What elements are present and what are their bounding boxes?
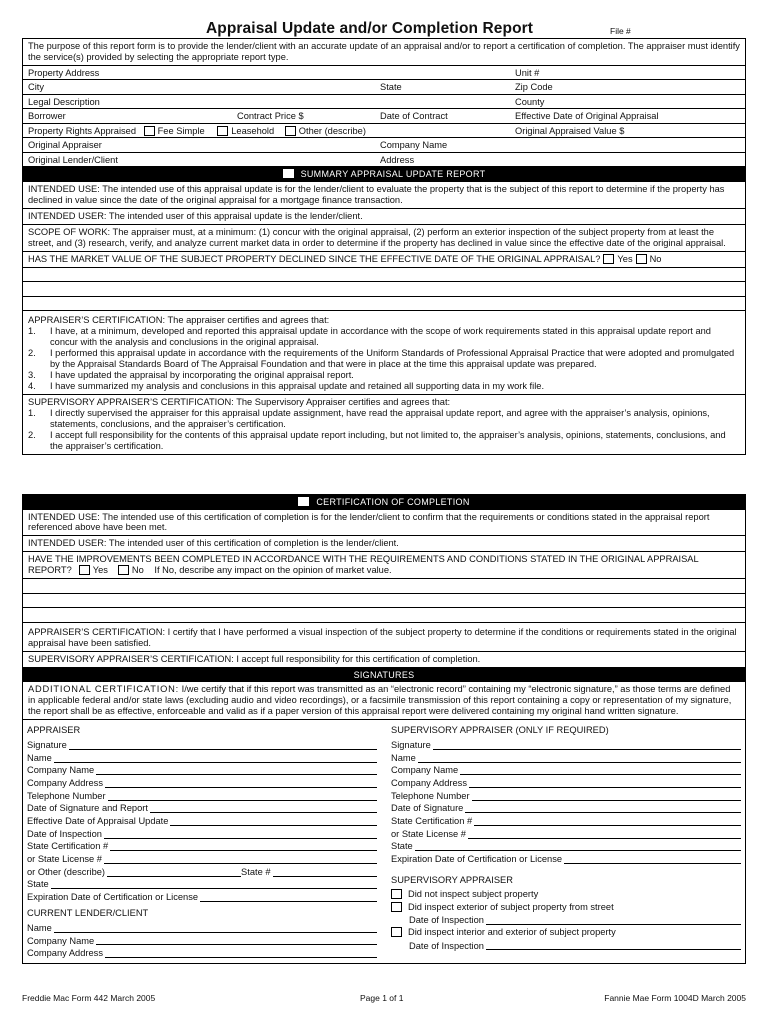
lender-company-name-line[interactable] [27, 934, 377, 947]
field-label: Date of Signature [391, 803, 464, 814]
inspect-exterior-option[interactable] [391, 901, 741, 914]
completion-intended-user: INTENDED USER: The intended user of this certification of completion is the lender/client. [23, 536, 745, 552]
footer-page-number: Page 1 of 1 [360, 993, 404, 1003]
field-label: Date of Inspection [409, 915, 484, 926]
appraiser-company-name-line[interactable] [27, 764, 377, 777]
completed-yes-label: Yes [92, 565, 108, 576]
other-describe-label: Other (describe) [298, 125, 366, 136]
lender-name-line[interactable] [27, 921, 377, 934]
option-label: Did inspect interior and exterior of subject property [408, 926, 616, 937]
appraiser-cert-item [28, 370, 740, 381]
fill-line [96, 944, 377, 945]
appraiser-signature-line[interactable] [27, 738, 377, 751]
completion-question: HAVE THE IMPROVEMENTS BEEN COMPLETED IN ACCORDANCE WITH THE REQUIREMENTS AND CONDITIONS STATED IN THE ORIGINAL APPRAISAL REPORT? [28, 554, 699, 576]
fill-line [474, 825, 741, 826]
lender-company-address-line[interactable] [27, 946, 377, 959]
lender-title: CURRENT LENDER/CLIENT [27, 908, 149, 919]
field-label: Telephone Number [27, 790, 106, 801]
row-borrower [23, 109, 745, 124]
supervisory-state-license-line[interactable] [391, 827, 741, 840]
company-name-field[interactable]: Company Name [380, 140, 448, 151]
supervisory-name-line[interactable] [391, 751, 741, 764]
fill-line [468, 838, 741, 839]
item-text: I accept full responsibility for the contents of this appraisal update report including, but not limited to, the appraiser’s analysis, opinions, statements, conclusions, and the appraiser’s certification. [50, 429, 726, 451]
supervisory-company-name-line[interactable] [391, 764, 741, 777]
row-legal [23, 95, 745, 110]
completion-question-row [23, 552, 745, 579]
completed-if-no-text: If No, describe any impact on the opinion of market value. [154, 565, 392, 576]
appraiser-state-license-line[interactable] [27, 852, 377, 865]
fee-simple-label: Fee Simple [157, 125, 205, 136]
state-no-label: State # [241, 866, 271, 877]
declined-yes-checkbox[interactable] [603, 254, 614, 264]
field-label: Name [391, 752, 416, 763]
row-original-lender [23, 153, 745, 168]
item-text: I have summarized my analysis and conclusions in this appraisal update and retained all supporting data in my work file. [50, 381, 545, 392]
field-label: Date of Signature and Report [27, 803, 148, 814]
supervisory-cert-item [28, 408, 740, 430]
completion-intended-use: INTENDED USE: The intended use of this certification of completion is for the lender/client to confirm that the requirements or conditions stated in the appraisal report referenced above have been met. [23, 510, 745, 537]
fill-line [105, 957, 377, 958]
field-label: Expiration Date of Certification or License [391, 854, 563, 865]
appraiser-cert-title: APPRAISER’S CERTIFICATION: The appraiser certifies and agrees that: [28, 315, 330, 326]
did-not-inspect-checkbox[interactable] [391, 889, 402, 899]
inspect-interior-option[interactable] [391, 926, 741, 939]
appraiser-cert-item [28, 381, 740, 392]
summary-question: HAS THE MARKET VALUE OF THE SUBJECT PROPERTY DECLINED SINCE THE EFFECTIVE DATE OF THE ORIGINAL APPRAISAL? [28, 253, 601, 264]
supervisory-cert-item [28, 430, 740, 452]
summary-scope: SCOPE OF WORK: The appraiser must, at a minimum: (1) concur with the original appraisal, (2) perform an exterior inspection of the subject property from at least the street, and (3) research, verify, and analyze current market data in order to determine if the property has declined in value since the effective date of the original appraisal. [23, 225, 745, 252]
item-number: 2. [28, 429, 36, 440]
appraiser-date-signature-line[interactable] [27, 802, 377, 815]
item-text: I have updated the appraisal by incorporating the original appraisal report. [50, 370, 354, 381]
supervisory-expiration-line[interactable] [391, 852, 741, 865]
appraiser-effective-date-line[interactable] [27, 814, 377, 827]
field-label: State Certification # [391, 816, 473, 826]
fill-line [486, 924, 741, 925]
fill-line [418, 762, 741, 763]
field-label: Signature [27, 739, 67, 750]
completed-no-checkbox[interactable] [118, 565, 129, 575]
fill-line [105, 787, 377, 788]
supervisory-company-address-line[interactable] [391, 776, 741, 789]
zip-field[interactable]: Zip Code [515, 82, 553, 93]
appraiser-expiration-line[interactable] [27, 890, 377, 903]
option-label: Did not inspect subject property [408, 888, 539, 899]
did-not-inspect-option[interactable] [391, 888, 741, 901]
fill-line [110, 850, 377, 851]
item-number: 2. [28, 348, 36, 359]
effective-date-original-field[interactable]: Effective Date of Original Appraisal [515, 111, 659, 122]
completion-checkbox[interactable] [298, 497, 309, 506]
fill-line [54, 762, 377, 763]
purpose-statement: The purpose of this report form is to provide the lender/client with an accurate update of an appraisal and/or to report a certification of completion. The appraiser must identify the service(s) provided by selecting the appropriate report type. [23, 39, 745, 66]
fill-line [107, 876, 241, 877]
original-lender-field[interactable]: Original Lender/Client [28, 154, 118, 165]
form-title: Appraisal Update and/or Completion Report [206, 20, 534, 37]
summary-comment-line-1[interactable] [23, 268, 745, 283]
row-city [23, 80, 745, 95]
field-label: Company Address [27, 777, 103, 788]
fee-simple-checkbox[interactable] [144, 126, 155, 136]
field-label: Name [27, 752, 52, 763]
fill-line [104, 838, 377, 839]
unit-field[interactable]: Unit # [515, 67, 540, 78]
field-label: Date of Inspection [27, 828, 102, 839]
supervisory-cert-title: SUPERVISORY APPRAISER’S CERTIFICATION: The Supervisory Appraiser certifies and agrees that: [28, 397, 451, 408]
supervisory-title: SUPERVISORY APPRAISER (ONLY IF REQUIRED) [391, 725, 609, 736]
state-field[interactable]: State [380, 82, 402, 93]
fill-line [150, 812, 377, 813]
date-of-contract-field[interactable]: Date of Contract [380, 111, 448, 122]
original-value-field[interactable]: Original Appraised Value $ [515, 125, 625, 136]
other-describe-checkbox[interactable] [285, 126, 296, 136]
appraiser-state-cert-line[interactable] [27, 840, 377, 853]
appraiser-title: APPRAISER [27, 725, 81, 736]
file-number-label: File # [610, 26, 631, 36]
summary-intended-use: INTENDED USE: The intended use of this appraisal update is for the lender/client to evaluate the property that is the subject of this report to determine if the property has declined in value since the date of the original appraisal for a mortgage finance transaction. [23, 182, 745, 209]
fill-line [415, 850, 741, 851]
summary-checkbox[interactable] [283, 169, 294, 178]
leasehold-label: Leasehold [231, 125, 275, 136]
appraiser-date-inspection-line[interactable] [27, 827, 377, 840]
appraiser-name-line[interactable] [27, 751, 377, 764]
leasehold-checkbox[interactable] [217, 126, 228, 136]
field-label: Company Name [391, 765, 459, 776]
summary-question-row [23, 252, 745, 268]
fill-line [472, 800, 741, 801]
additional-certification [23, 682, 745, 720]
additional-cert-text: I/we certify that if this report was transmitted as an “electronic record” containing my “electronic signature,” as those terms are defined in applicable federal and/or state laws (excluding audio and video recordings), or a facsimile transmission of this report containing a copy or representation of my signature, the report shall be as effective, enforceable and valid as if a paper version of this appraisal report were delivered containing my original hand written signature. [28, 684, 732, 717]
appraiser-certification-block [23, 311, 745, 395]
field-label: Expiration Date of Certification or License [27, 892, 199, 903]
option-label: Did inspect exterior of subject property from street [408, 901, 614, 912]
field-label: or Other (describe) [27, 866, 106, 877]
rights-appraised-label [28, 126, 366, 137]
inspect-interior-checkbox[interactable] [391, 927, 402, 937]
summary-comment-line-3[interactable] [23, 297, 745, 312]
item-number: 1. [28, 408, 36, 418]
field-label: State [391, 841, 413, 852]
signature-blocks [23, 720, 745, 963]
interior-date-inspection-line[interactable] [391, 939, 741, 952]
fill-line [200, 901, 377, 902]
fill-line [69, 749, 377, 750]
supervisory-state-cert-line[interactable] [391, 814, 741, 827]
field-label: Signature [391, 739, 431, 750]
fill-line [564, 863, 741, 864]
fill-line [460, 774, 741, 775]
fill-line [54, 932, 377, 933]
field-label: or State License # [391, 828, 466, 839]
exterior-date-inspection-line[interactable] [391, 913, 741, 926]
borrower-field[interactable]: Borrower [28, 111, 66, 122]
field-label: Telephone Number [391, 790, 470, 801]
completed-yes-checkbox[interactable] [79, 565, 90, 575]
original-appraiser-field[interactable]: Original Appraiser [28, 140, 102, 151]
field-label: or State License # [27, 854, 102, 865]
appraiser-company-address-line[interactable] [27, 776, 377, 789]
appraisal-update-section [22, 38, 746, 455]
completion-comment-line-1[interactable] [23, 579, 745, 594]
summary-header-text: SUMMARY APPRAISAL UPDATE REPORT [300, 169, 486, 180]
supervisory-state-line[interactable] [391, 840, 741, 853]
completion-comment-line-3[interactable] [23, 608, 745, 623]
appraiser-other-describe-line[interactable] [27, 865, 377, 878]
field-label: Date of Inspection [409, 940, 484, 951]
address-field[interactable]: Address [380, 154, 415, 165]
completed-no-label: No [131, 565, 144, 576]
declined-no-checkbox[interactable] [636, 254, 647, 264]
field-label: Company Name [27, 765, 95, 776]
fill-line [104, 863, 377, 864]
declined-yes-label: Yes [617, 253, 633, 264]
appraiser-signature-block [27, 723, 391, 959]
row-original-appraiser [23, 138, 745, 153]
supervisory-telephone-line[interactable] [391, 789, 741, 802]
declined-no-label: No [649, 253, 662, 264]
item-number: 3. [28, 370, 36, 381]
item-text: I have, at a minimum, developed and reported this appraisal update in accordance with the scope of work requirements stated in this appraisal update report and concur with the analysis and conclusions in the original appraisal. [50, 326, 711, 348]
signatures-header: SIGNATURES [23, 668, 745, 683]
supervisory-inspection-title: SUPERVISORY APPRAISER [391, 875, 513, 886]
completion-header [23, 495, 745, 510]
summary-header [23, 167, 745, 182]
inspect-exterior-checkbox[interactable] [391, 902, 402, 912]
fill-line [108, 800, 377, 801]
supervisory-signature-line[interactable] [391, 738, 741, 751]
item-number: 1. [28, 326, 36, 337]
field-label: Company Name [27, 935, 95, 946]
field-label: State Certification # [27, 841, 109, 852]
row-property-address [23, 66, 745, 81]
fill-line [170, 825, 377, 826]
fill-line [51, 888, 377, 889]
item-text: I directly supervised the appraiser for this appraisal update assignment, have read the appraisal update report, and agree with the appraiser’s analysis, opinions, statements, conclusions, and the appraiser’s certification. [50, 408, 710, 429]
supervisory-date-signature-line[interactable] [391, 802, 741, 815]
footer-freddie-mac: Freddie Mac Form 442 March 2005 [22, 993, 156, 1003]
footer-fannie-mae: Fannie Mae Form 1004D March 2005 [604, 993, 746, 1003]
field-label: Effective Date of Appraisal Update [27, 816, 169, 826]
fill-line [433, 749, 741, 750]
completion-and-signatures-section [22, 494, 746, 964]
completion-comment-line-2[interactable] [23, 594, 745, 609]
rights-appraised-text: Property Rights Appraised [28, 125, 137, 136]
fill-line [273, 876, 378, 877]
fill-line [96, 774, 377, 775]
item-text: I performed this appraisal update in accordance with the requirements of the Uniform Standards of Professional Appraisal Practice that were adopted and promulgated by the Appraisal Standards Board of The Appraisal Foundation and that were in place at the time this appraisal update was prepared. [50, 348, 735, 370]
field-label: Company Address [391, 777, 467, 788]
city-field[interactable]: City [28, 82, 45, 93]
item-number: 4. [28, 381, 36, 392]
legal-description-field[interactable]: Legal Description [28, 96, 100, 107]
completion-appraiser-cert: APPRAISER’S CERTIFICATION: I certify that I have performed a visual inspection of the subject property to determine if the conditions or requirements stated in the original appraisal have been satisfied. [23, 623, 745, 652]
appraiser-cert-item [28, 348, 740, 370]
county-field[interactable]: County [515, 96, 545, 107]
supervisory-certification-block [23, 395, 745, 454]
completion-header-text: CERTIFICATION OF COMPLETION [316, 497, 470, 507]
additional-cert-label: ADDITIONAL CERTIFICATION: [28, 684, 180, 695]
row-rights [23, 124, 745, 139]
appraiser-cert-item [28, 326, 740, 348]
summary-intended-user: INTENDED USER: The intended user of this appraisal update is the lender/client. [23, 209, 745, 225]
field-label: Company Address [27, 948, 103, 959]
summary-comment-line-2[interactable] [23, 282, 745, 297]
field-label: Name [27, 922, 52, 933]
property-address-field[interactable]: Property Address [28, 67, 100, 78]
appraiser-state-line[interactable] [27, 878, 377, 891]
completion-supervisory-cert: SUPERVISORY APPRAISER’S CERTIFICATION: I accept full responsibility for this certification of completion. [23, 652, 745, 668]
fill-line [469, 787, 741, 788]
supervisory-signature-block [391, 723, 741, 959]
appraiser-telephone-line[interactable] [27, 789, 377, 802]
contract-price-field[interactable]: Contract Price $ [237, 111, 304, 122]
fill-line [465, 812, 741, 813]
fill-line [486, 949, 741, 950]
field-label: State [27, 879, 49, 890]
